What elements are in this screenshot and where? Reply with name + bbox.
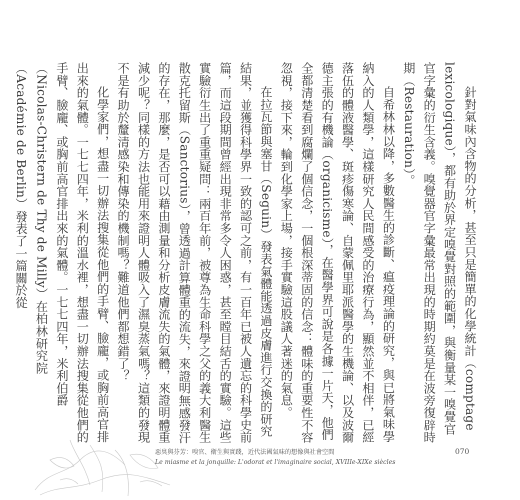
page-number: 070: [455, 447, 470, 456]
book-title-chinese: 惡臭與芬芳：嗅官、衛生與實踐，近代法國氣味的想像與社會空間: [155, 449, 335, 456]
paragraph: 化學家們，想盡一切辦法搜集從他們的手臂、臉龐，或胸前高官排出來的氣體。一七七四年，米利的溫水裡，想盡一切辦法搜集從他們的手臂、臉龐、或胸前高官排出來的氣體。一七七四年，米利伯爵（Nicolas-Christern de Thy de Milly）在柏林研究院（Académie de Berlin）發表了一篇關於從: [14, 62, 110, 444]
book-title-french: Le miasme et la jonquille: L'odorat et l'imaginaire social, XVIIIe-XIXe siècles: [155, 459, 396, 466]
paragraph: 針對氣味內含物的分析，甚至只是簡單的化學統計（comptage lexicologique），都有助於界定嗅覺對照的範圍，與衡量某一嗅覺官官字彙的衍生含義。嗅覺器官字彙最常出現的時期約莫是在波旁復辟時期（Restauration）。: [401, 62, 477, 444]
paragraph: 在拉瓦節與塞甘（Seguin）發表氣體能透過皮膚進行交換的研究結果，並獲得科學界一致的認可之前，有一百年已被人遺忘的科學史前篇，而這段期間曾經出現非常多令人困惑，甚至瞠目結舌的實驗。這些實驗衍生出了重重疑問：兩百年前，被尊為生命科學之父的義大利醫生散克托留斯（Sanctorius），曾透過計算體重的流失，來證明無感發汗的存在，那麼，是否可以藉由測量和分析皮膚流失的氣體，來證明體重減少呢？同樣的方法也能用來證明人體吸入了濕臭蒸氣嗎？這類的發現不是有助於釐清感染和傳染的機制嗎？難道他們都想錯了？: [116, 62, 273, 444]
paragraph: 自希林林以降，多數醫生的診斷、瘟疫理論的研究，與已將氣味學納入的人類學，這樣研究人民間感受的治療行為，顯然並不相伴，已經落伍的體液醫學、斑疹傷寒論、自蒙佩里耶派醫學的生機論、以及波爾德主張的有機論（organicisme），在醫學界可說是各據一片天，他們全都清楚看到腐爛了個信念，一個根深蒂固的信念：體味的重要性不容忽視，接下來，輪到化學家上場，接手實驗這股議人著迷的氣息。: [279, 62, 396, 444]
body-text: [14, 62, 480, 444]
running-footer: [155, 448, 475, 468]
